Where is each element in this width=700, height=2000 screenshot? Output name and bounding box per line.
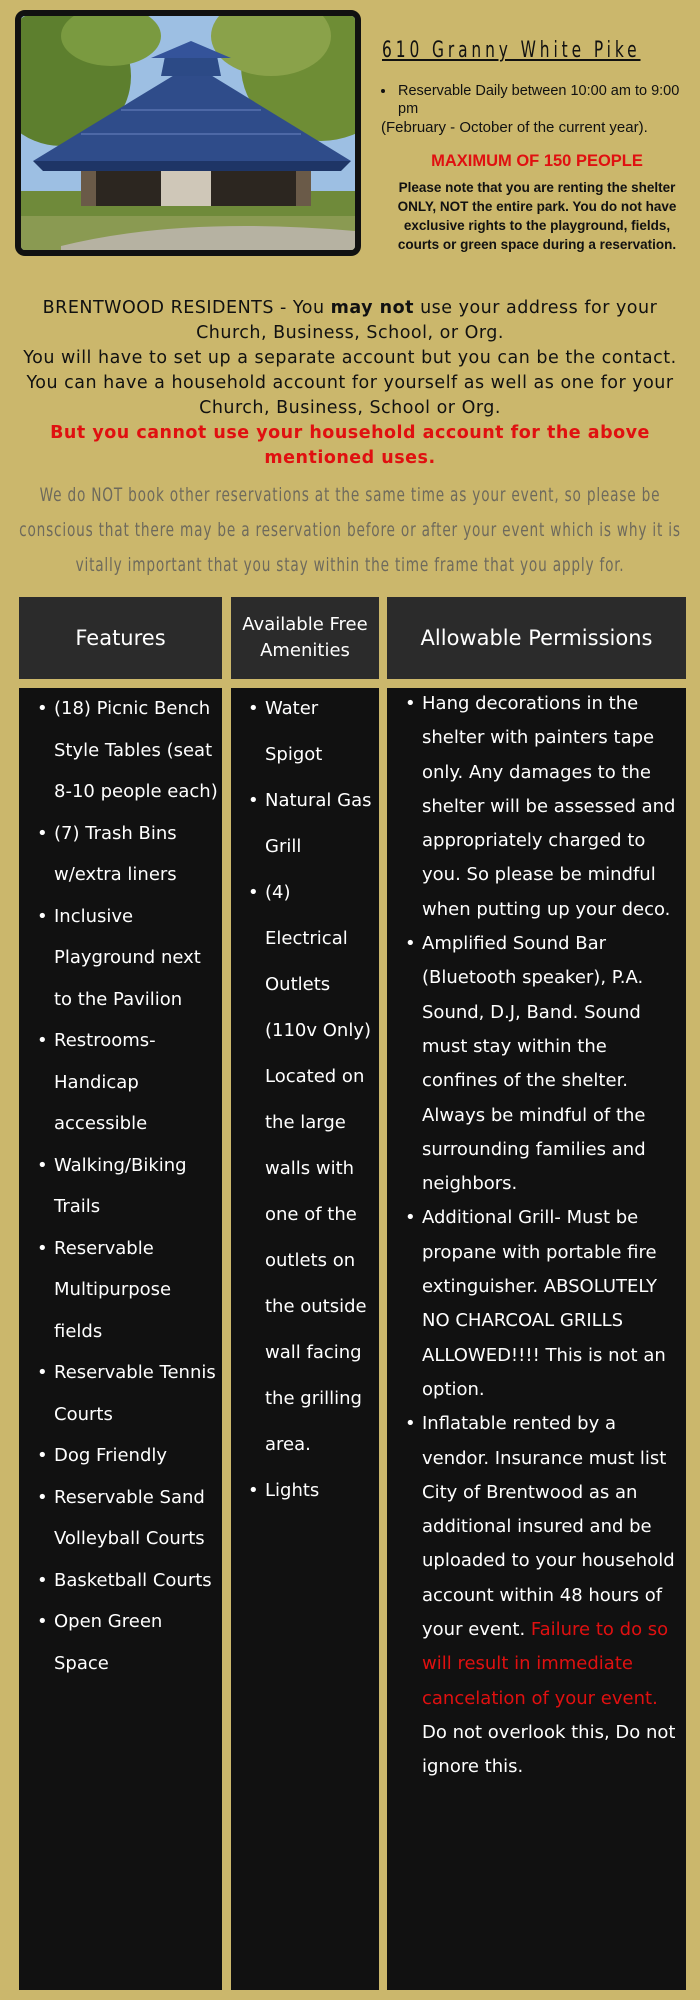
list-item: • Dog Friendly <box>54 1435 218 1477</box>
residents-text-1: BRENTWOOD RESIDENTS - You <box>42 298 331 318</box>
features-column <box>19 688 222 1990</box>
features-title: Features <box>75 626 166 650</box>
list-item: • Restrooms-Handicap accessible <box>54 1020 218 1145</box>
pavilion-photo <box>15 10 361 256</box>
hours-bullet: • Reservable Daily between 10:00 am to 9:00 pm <box>396 82 692 118</box>
rental-note: Please note that you are renting the shelter ONLY, NOT the entire park. You do not have exclusive rights to the playground, fields, courts or green space during a reservation. <box>397 180 677 252</box>
permissions-column <box>387 688 686 1990</box>
list-item: • Open Green Space <box>54 1601 218 1684</box>
permissions-title: Allowable Permissions <box>420 626 653 650</box>
list-item-inflatable <box>422 1407 682 1784</box>
residents-bold: may not <box>330 298 414 318</box>
list-item: • Inclusive Playground next to the Pavilion <box>54 896 218 1021</box>
list-item: • Walking/Biking Trails <box>54 1145 218 1228</box>
season-info: (February - October of the current year). <box>381 119 648 136</box>
booking-warning-text: We do NOT book other reservations at the same time as your event, so please be conscious that there may be a reservation before or after your event which is why it is vitally important that you stay within the time frame that you apply for. <box>19 484 681 576</box>
permissions-header <box>387 597 686 679</box>
list-item: • Basketball Courts <box>54 1560 218 1602</box>
list-item: • Hang decorations in the shelter with painters tape only. Any damages to the shelter will be assessed and appropriately charged to you. So please be mindful when putting up your deco. <box>422 687 682 927</box>
amenities-header <box>231 597 379 679</box>
list-item: • Reservable Multipurpose fields <box>54 1228 218 1353</box>
inflatable-tail: Do not overlook this, Do not ignore this. <box>422 1721 676 1778</box>
list-item: • Reservable Sand Volleyball Courts <box>54 1477 218 1560</box>
residents-text-3: You will have to set up a separate account but you can be the contact. You can have a household account for yourself as well as one for your Church, Business, School or Org. <box>23 348 677 418</box>
park-address: 610 Granny White Pike <box>382 38 641 63</box>
list-item: • Amplified Sound Bar (Bluetooth speaker), P.A. Sound, D.J, Band. Sound must stay within the confines of the shelter. Always be mindful of the surrounding families and neighbors. <box>422 927 682 1201</box>
list-item: • (4) Electrical Outlets (110v Only) Located on the large walls with one of the outlets on the outside wall facing the grilling area. <box>265 870 375 1468</box>
residents-text-2: use your address for your Church, Business, School, or Org. <box>196 298 658 343</box>
residents-notice <box>10 296 690 471</box>
list-item: • Additional Grill- Must be propane with portable fire extinguisher. ABSOLUTELY NO CHARCOAL GRILLS ALLOWED!!!! This is not an option. <box>422 1201 682 1407</box>
booking-warning <box>14 478 686 583</box>
list-item: • (7) Trash Bins w/extra liners <box>54 813 218 896</box>
features-header <box>19 597 222 679</box>
list-item: • Reservable Tennis Courts <box>54 1352 218 1435</box>
list-item: • Lights <box>265 1468 375 1514</box>
amenities-column <box>231 688 379 1990</box>
max-capacity: MAXIMUM OF 150 PEOPLE <box>431 152 643 170</box>
list-item: • Water Spigot <box>265 686 375 778</box>
inflatable-text: Inflatable rented by a vendor. Insurance must list City of Brentwood as an additional insured and be uploaded to your household account within 48 hours of your event. <box>422 1413 675 1641</box>
list-item: • Natural Gas Grill <box>265 778 375 870</box>
inflatable-warning: Failure to do so will result in immediate cancelation of your event. <box>422 1619 669 1709</box>
hours-info <box>382 82 692 118</box>
amenities-title: Available Free Amenities <box>242 614 368 661</box>
list-item: • (18) Picnic Bench Style Tables (seat 8-10 people each) <box>54 688 218 813</box>
residents-warning: But you cannot use your household account for the above mentioned uses. <box>50 423 650 468</box>
